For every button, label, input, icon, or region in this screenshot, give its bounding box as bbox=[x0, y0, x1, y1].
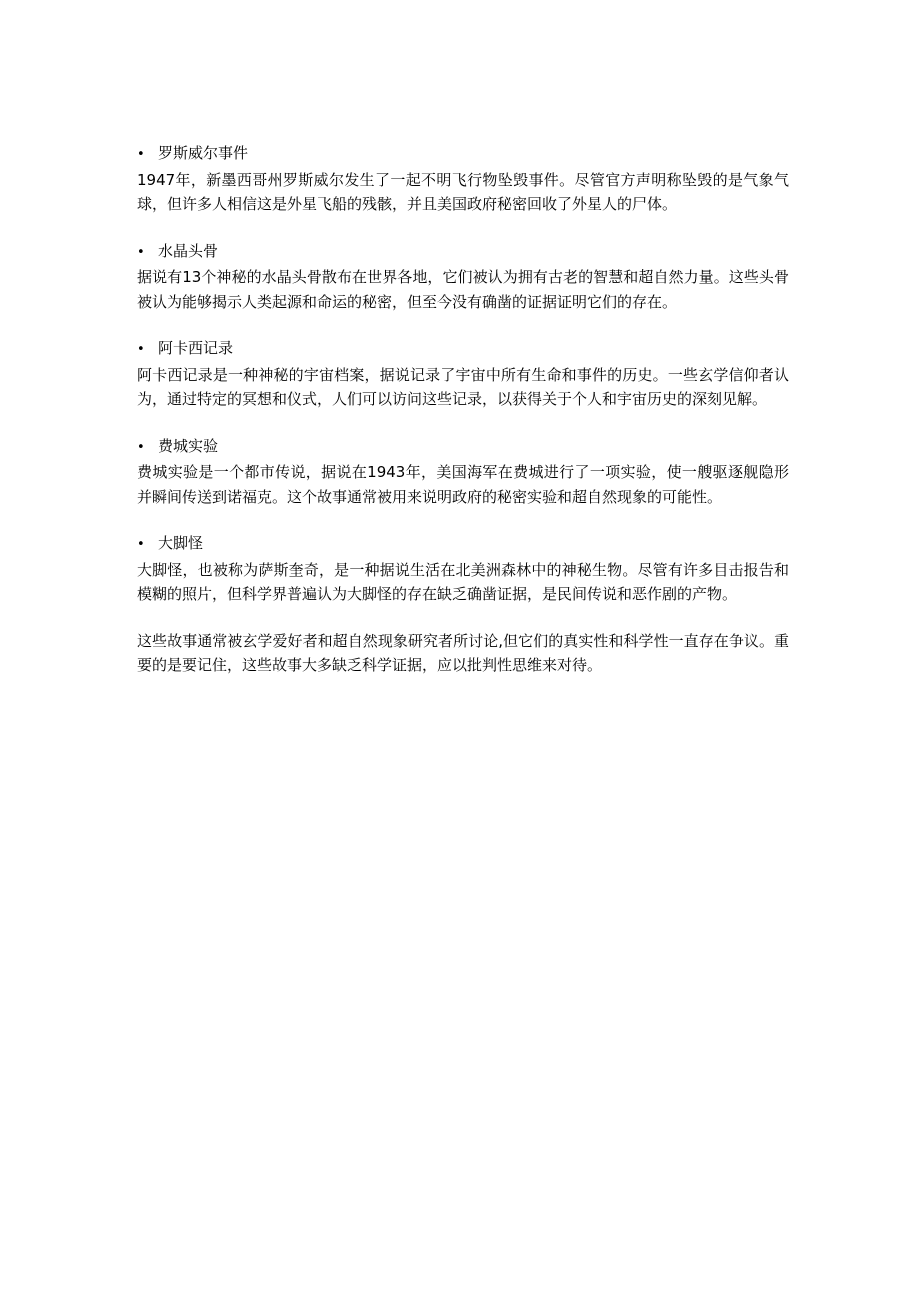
section-heading-line bbox=[137, 531, 789, 558]
section-heading-line bbox=[137, 239, 789, 266]
bullet-icon: • bbox=[137, 537, 145, 552]
bullet-icon: • bbox=[137, 439, 145, 455]
section-title: 大脚怪 bbox=[158, 534, 204, 552]
section-body: 阿卡西记录是一种神秘的宇宙档案，据说记录了宇宙中所有生命和事件的历史。一些玄学信仰者认为，通过特定的冥想和仪式，人们可以访问这些记录，以获得关于个人和宇宙历史的深刻见解。 bbox=[137, 365, 789, 408]
section-body: 费城实验是一个都市传说，据说在1943年，美国海军在费城进行了一项实验，使一艘驱逐舰隐形并瞬间传送到诺福克。这个故事通常被用来说明政府的秘密实验和超自然现象的可能性。 bbox=[137, 463, 789, 506]
document-page bbox=[137, 141, 789, 678]
bullet-icon: • bbox=[137, 342, 145, 357]
section-philadelphia-experiment bbox=[137, 434, 789, 510]
section-title: 罗斯威尔事件 bbox=[158, 144, 249, 162]
section-title: 费城实验 bbox=[158, 436, 219, 455]
section-roswell bbox=[137, 141, 789, 217]
section-title: 阿卡西记录 bbox=[158, 339, 234, 357]
section-body: 据说有13个神秘的水晶头骨散布在世界各地，它们被认为拥有古老的智慧和超自然力量。这些头骨被认为能够揭示人类起源和命运的秘密，但至今没有确凿的证据证明它们的存在。 bbox=[137, 268, 789, 311]
bullet-icon: • bbox=[137, 147, 145, 162]
section-title: 水晶头骨 bbox=[158, 241, 219, 260]
bullet-icon: • bbox=[137, 244, 145, 260]
section-akashic-records bbox=[137, 336, 789, 412]
section-heading-line bbox=[137, 434, 789, 461]
section-body: 1947年，新墨西哥州罗斯威尔发生了一起不明飞行物坠毁事件。尽管官方声明称坠毁的是气象气球，但许多人相信这是外星飞船的残骸，并且美国政府秘密回收了外星人的尸体。 bbox=[137, 170, 789, 213]
section-bigfoot bbox=[137, 531, 789, 607]
section-body: 大脚怪，也被称为萨斯奎奇，是一种据说生活在北美洲森林中的神秘生物。尽管有许多目击报告和模糊的照片，但科学界普遍认为大脚怪的存在缺乏确凿证据，是民间传说和恶作剧的产物。 bbox=[137, 560, 789, 603]
section-heading-line bbox=[137, 141, 789, 168]
section-crystal-skulls bbox=[137, 239, 789, 315]
conclusion-paragraph: 这些故事通常被玄学爱好者和超自然现象研究者所讨论,但它们的真实性和科学性一直存在争议。重要的是要记住，这些故事大多缺乏科学证据，应以批判性思维来对待。 bbox=[137, 631, 789, 674]
section-heading-line bbox=[137, 336, 789, 363]
